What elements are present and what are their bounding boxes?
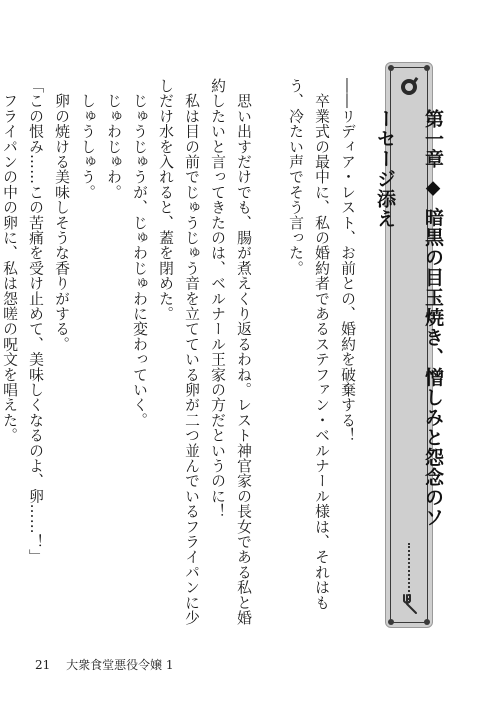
text-line: ――リディア・レスト、お前との、婚約を破棄する！ bbox=[339, 78, 356, 443]
chapter-banner bbox=[374, 62, 444, 628]
corner-dot bbox=[388, 619, 394, 625]
text-line: 「この恨み……この苦痛を受け止めて、美味しくなるのよ、卵……！」 bbox=[27, 78, 44, 565]
text-line: 卵の焼ける美味しそうな香りがする。 bbox=[53, 78, 70, 352]
text-line: しゅうしゅう。 bbox=[79, 78, 96, 200]
book-title: 大衆食堂悪役令嬢 1 bbox=[66, 658, 174, 672]
fork-icon bbox=[400, 593, 420, 615]
corner-dot bbox=[424, 619, 430, 625]
frying-pan-icon bbox=[398, 75, 420, 97]
corner-dot bbox=[388, 65, 394, 71]
text-line: 私は目の前でじゅうじゅう音を立てている卵が二つ並んでいるフライパンに少しだけ水を入れると、蓋を閉めた。 bbox=[157, 78, 200, 626]
text-line: フライパンの中の卵に、私は怨嗟の呪文を唱えた。 bbox=[1, 78, 18, 443]
page-footer bbox=[35, 656, 174, 673]
text-line: じゅうじゅうが、じゅわじゅわに変わっていく。 bbox=[131, 78, 148, 428]
chapter-title: 第一章 ◆ 暗黒の目玉焼き、憎しみと怨念のソーセージ添え bbox=[374, 109, 444, 528]
text-line: じゅわじゅわ。 bbox=[105, 78, 122, 200]
text-line: 卒業式の最中に、私の婚約者であるステファン・ベルナール様は、それはもう、冷たい声でそう言った。 bbox=[287, 78, 330, 610]
text-line: 思い出すだけでも、腸が煮えくり返るわね。レスト神官家の長女である私と婚約したいと言ってきたのは、ベルナール王家の方だというのに！ bbox=[209, 78, 252, 626]
body-text bbox=[1, 78, 360, 638]
corner-dot bbox=[424, 65, 430, 71]
page-number: 21 bbox=[35, 658, 51, 672]
